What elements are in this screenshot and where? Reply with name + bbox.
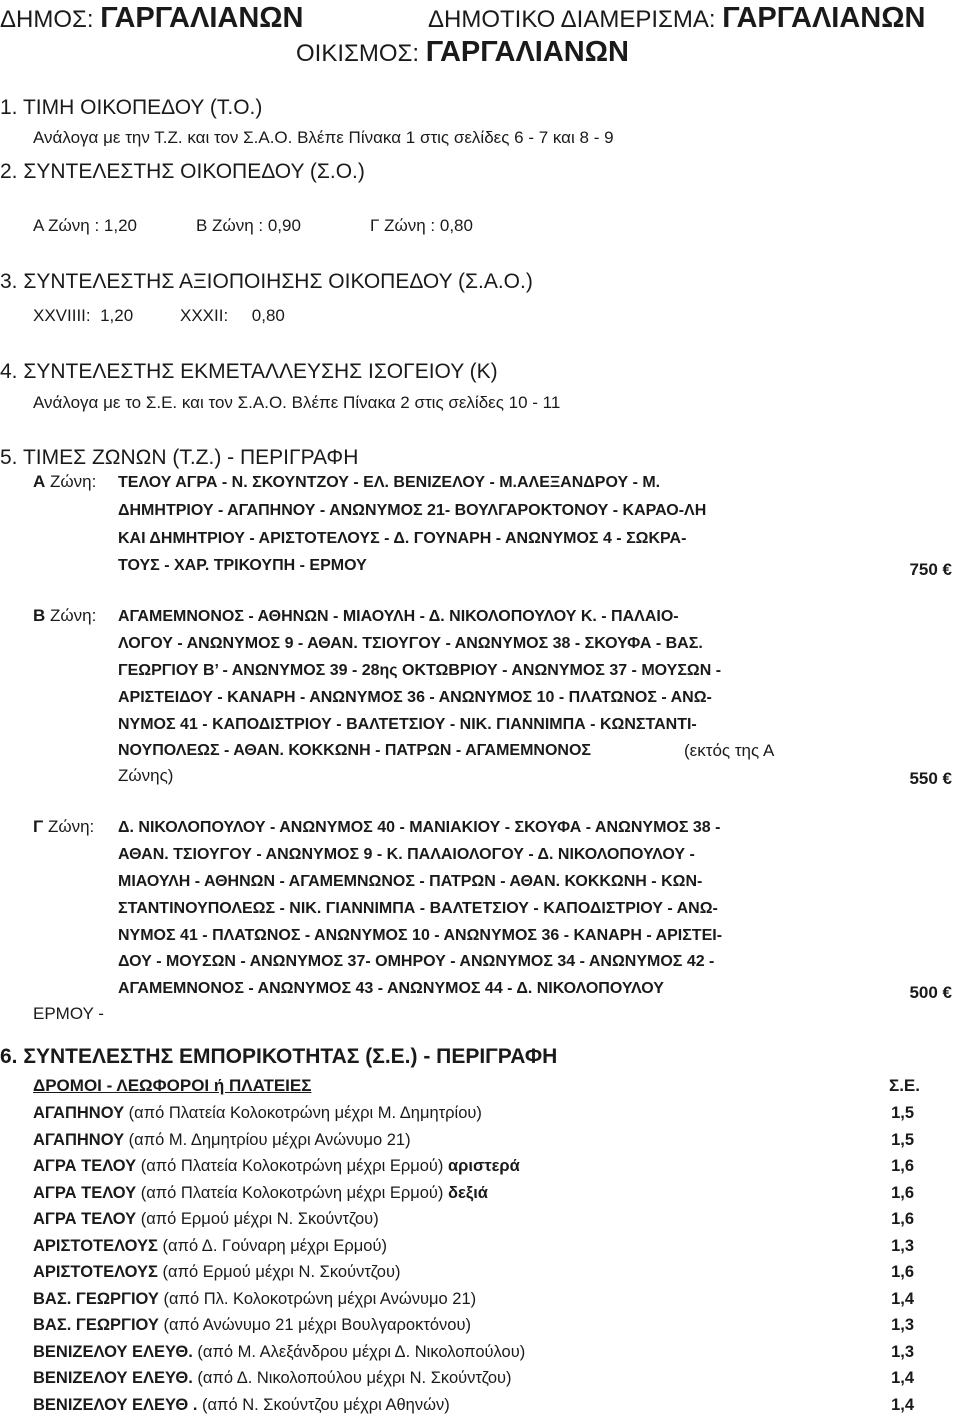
se-row-desc: (από Πλατεία Κολοκοτρώνη μέχρι Ερμού)	[136, 1184, 449, 1202]
se-row-street: ΒΑΣ. ΓΕΩΡΓΙΟΥ	[33, 1316, 159, 1334]
se-row	[33, 1369, 512, 1388]
se-row-value: 1,6	[891, 1263, 914, 1281]
se-row	[33, 1290, 476, 1309]
column-header-streets: ΔΡΟΜΟΙ - ΛΕΩΦΟΡΟΙ ή ΠΛΑΤΕΙΕΣ	[33, 1076, 312, 1095]
se-row-side-note: δεξιά	[448, 1184, 488, 1202]
se-row-desc: (από Δ. Γούναρη μέχρι Ερμού)	[157, 1237, 387, 1255]
zone-g-line: ΣΤΑΝΤΙΝΟΥΠΟΛΕΩΣ - ΝΙΚ. ΓΙΑΝΝΙΜΠΑ - ΒΑΛΤΕΤΣΙΟΥ - ΚΑΠΟΔΙΣΤΡΙΟΥ - ΑΝΩ-	[118, 900, 718, 917]
sao-value-1: XXVIIII: 1,20	[33, 306, 134, 325]
se-row-desc: (από Πλ. Κολοκοτρώνη μέχρι Ανώνυμο 21)	[158, 1290, 477, 1308]
settlement-name: ΓΑΡΓΑΛΙΑΝΩΝ	[425, 36, 629, 68]
se-row	[33, 1263, 401, 1282]
zone-b-line: ΑΓΑΜΕΜΝΟΝΟΣ - ΑΘΗΝΩΝ - ΜΙΑΟΥΛΗ - Δ. ΝΙΚΟΛΟΠΟΥΛΟΥ Κ. - ΠΑΛΑΙΟ-	[118, 608, 679, 625]
zone-b-line: ΛΟΓΟΥ - ΑΝΩΝΥΜΟΣ 9 - ΑΘΑΝ. ΤΣΙΟΥΓΟΥ - ΑΝΩΝΥΜΟΣ 38 - ΣΚΟΥΦΑ - ΒΑΣ.	[118, 635, 703, 652]
zone-g-label: Γ Ζώνη:	[33, 817, 95, 836]
municipality-name: ΓΑΡΓΑΛΙΑΝΩΝ	[100, 2, 304, 34]
municipality-label: ΔΗΜΟΣ:	[0, 6, 101, 33]
zone-g-tail: ΕΡΜΟΥ -	[33, 1004, 104, 1023]
zone-b-line: ΓΕΩΡΓΙΟΥ Β’ - ΑΝΩΝΥΜΟΣ 39 - 28ης ΟΚΤΩΒΡΙΟΥ - ΑΝΩΝΥΜΟΣ 37 - ΜΟΥΣΩΝ -	[118, 662, 722, 679]
section-3-title: 3. ΣΥΝΤΕΛΕΣΤΗΣ ΑΞΙΟΠΟΙΗΣΗΣ ΟΙΚΟΠΕΔΟΥ (Σ.Α.Ο.)	[0, 270, 533, 293]
section-6-title: 6. ΣΥΝΤΕΛΕΣΤΗΣ ΕΜΠΟΡΙΚΟΤΗΤΑΣ (Σ.Ε.) - ΠΕΡΙΓΡΑΦΗ	[0, 1045, 558, 1068]
zone-a-line: ΔΗΜΗΤΡΙΟΥ - ΑΓΑΠΗΝΟΥ - ΑΝΩΝΥΜΟΣ 21- ΒΟΥΛΓΑΡΟΚΤΟΝΟΥ - ΚΑΡΑΟ-ΛΗ	[118, 502, 707, 519]
zone-g-price: 500 €	[909, 983, 952, 1002]
zone-g-line: ΝΥΜΟΣ 41 - ΠΛΑΤΩΝΟΣ - ΑΝΩΝΥΜΟΣ 10 - ΑΝΩΝΥΜΟΣ 36 - ΚΑΝΑΡΗ - ΑΡΙΣΤΕΙ-	[118, 927, 723, 944]
se-row-value: 1,3	[891, 1316, 914, 1334]
section-2-title: 2. ΣΥΝΤΕΛΕΣΤΗΣ ΟΙΚΟΠΕΔΟΥ (Σ.Ο.)	[0, 160, 365, 183]
zone-a-price: 750 €	[909, 560, 952, 579]
se-row	[33, 1210, 379, 1229]
se-row-value: 1,3	[891, 1343, 914, 1361]
se-row	[33, 1157, 520, 1176]
se-row	[33, 1396, 450, 1415]
se-row-street: ΑΓΑΠΗΝΟΥ	[33, 1104, 125, 1122]
se-row	[33, 1237, 387, 1256]
se-row	[33, 1184, 488, 1203]
se-row-desc: (από Μ. Δημητρίου μέχρι Ανώνυμο 21)	[124, 1131, 411, 1149]
zone-a-line: ΤΟΥΣ - ΧΑΡ. ΤΡΙΚΟΥΠΗ - ΕΡΜΟΥ	[118, 557, 367, 574]
column-header-value: Σ.Ε.	[889, 1076, 920, 1095]
se-row-street: ΑΡΙΣΤΟΤΕΛΟΥΣ	[33, 1237, 158, 1255]
zone-a-line: ΤΕΛΟΥ ΑΓΡΑ - Ν. ΣΚΟΥΝΤΖΟΥ - ΕΛ. ΒΕΝΙΖΕΛΟΥ - Μ.ΑΛΕΞΑΝΔΡΟΥ - Μ.	[118, 474, 661, 491]
se-row-street: ΑΓΡΑ ΤΕΛΟΥ	[33, 1184, 137, 1202]
zone-g-line: ΔΟΥ - ΜΟΥΣΩΝ - ΑΝΩΝΥΜΟΣ 37- ΟΜΗΡΟΥ - ΑΝΩΝΥΜΟΣ 34 - ΑΝΩΝΥΜΟΣ 42 -	[118, 953, 715, 970]
district-heading	[428, 2, 925, 35]
zone-a-label: Α Ζώνη:	[33, 472, 97, 491]
se-row-value: 1,5	[891, 1104, 914, 1122]
settlement-heading	[296, 36, 629, 69]
district-name: ΓΑΡΓΑΛΙΑΝΩΝ	[722, 2, 926, 34]
se-row-value: 1,5	[891, 1131, 914, 1149]
se-row-street: ΑΓΡΑ ΤΕΛΟΥ	[33, 1157, 137, 1175]
zone-b-note: (εκτός της Α	[684, 741, 775, 760]
se-row-street: ΑΡΙΣΤΟΤΕΛΟΥΣ	[33, 1263, 158, 1281]
settlement-label: ΟΙΚΙΣΜΟΣ:	[296, 40, 426, 67]
se-row-value: 1,4	[891, 1369, 914, 1387]
se-row-value: 1,4	[891, 1290, 914, 1308]
zone-b-price: 550 €	[909, 769, 952, 788]
se-row-value: 1,3	[891, 1237, 914, 1255]
se-row-desc: (από Ερμού μέχρι Ν. Σκούντζου)	[136, 1210, 379, 1228]
se-row-value: 1,6	[891, 1157, 914, 1175]
zone-g-line: Δ. ΝΙΚΟΛΟΠΟΥΛΟΥ - ΑΝΩΝΥΜΟΣ 40 - ΜΑΝΙΑΚΙΟΥ - ΣΚΟΥΦΑ - ΑΝΩΝΥΜΟΣ 38 -	[118, 819, 721, 836]
district-label: ΔΗΜΟΤΙΚΟ ΔΙΑΜΕΡΙΣΜΑ:	[428, 6, 723, 33]
se-row	[33, 1104, 482, 1123]
section-4-text: Ανάλογα με το Σ.Ε. και τον Σ.Α.Ο. Βλέπε Πίνακα 2 στις σελίδες 10 - 11	[33, 393, 561, 412]
section-5-title: 5. ΤΙΜΕΣ ΖΩΝΩΝ (Τ.Ζ.) - ΠΕΡΙΓΡΑΦΗ	[0, 446, 359, 469]
se-row-desc: (από Δ. Νικολοπούλου μέχρι Ν. Σκούντζου)	[192, 1369, 512, 1387]
zone-b-label: Β Ζώνη:	[33, 606, 97, 625]
zone-b-line: ΑΡΙΣΤΕΙΔΟΥ - ΚΑΝΑΡΗ - ΑΝΩΝΥΜΟΣ 36 - ΑΝΩΝΥΜΟΣ 10 - ΠΛΑΤΩΝΟΣ - ΑΝΩ-	[118, 689, 712, 706]
se-row-value: 1,6	[891, 1210, 914, 1228]
se-row-desc: (από Πλατεία Κολοκοτρώνη μέχρι Μ. Δημητρίου)	[124, 1104, 482, 1122]
se-row-side-note: αριστερά	[448, 1157, 520, 1175]
se-row	[33, 1316, 471, 1335]
se-row	[33, 1343, 525, 1362]
sao-value-2: XXXII: 0,80	[180, 306, 285, 325]
se-row-desc: (από Ν. Σκούντζου μέχρι Αθηνών)	[197, 1396, 450, 1414]
section-4-title: 4. ΣΥΝΤΕΛΕΣΤΗΣ ΕΚΜΕΤΑΛΛΕΥΣΗΣ ΙΣΟΓΕΙΟΥ (Κ)	[0, 360, 498, 383]
se-row-value: 1,6	[891, 1184, 914, 1202]
se-row-street: ΒΑΣ. ΓΕΩΡΓΙΟΥ	[33, 1290, 159, 1308]
se-row-street: ΑΓΑΠΗΝΟΥ	[33, 1131, 125, 1149]
section-1-title: 1. ΤΙΜΗ ΟΙΚΟΠΕΔΟΥ (Τ.Ο.)	[0, 96, 263, 119]
se-row	[33, 1131, 411, 1150]
se-row-desc: (από Ερμού μέχρι Ν. Σκούντζου)	[157, 1263, 401, 1281]
se-row-value: 1,4	[891, 1396, 914, 1414]
municipality-heading	[0, 2, 303, 35]
zone-b-coefficient: Β Ζώνη : 0,90	[196, 216, 301, 235]
zone-g-coefficient: Γ Ζώνη : 0,80	[370, 216, 473, 235]
se-row-street: ΒΕΝΙΖΕΛΟΥ ΕΛΕΥΘ.	[33, 1343, 193, 1361]
se-row-street: ΒΕΝΙΖΕΛΟΥ ΕΛΕΥΘ .	[33, 1396, 198, 1414]
se-row-street: ΒΕΝΙΖΕΛΟΥ ΕΛΕΥΘ.	[33, 1369, 193, 1387]
se-row-desc: (από Ανώνυμο 21 μέχρι Βουλγαροκτόνου)	[158, 1316, 471, 1334]
zone-b-note-cont: Ζώνης)	[118, 766, 174, 785]
zone-a-line: ΚΑΙ ΔΗΜΗΤΡΙΟΥ - ΑΡΙΣΤΟΤΕΛΟΥΣ - Δ. ΓΟΥΝΑΡΗ - ΑΝΩΝΥΜΟΣ 4 - ΣΩΚΡΑ-	[118, 530, 687, 547]
section-1-text: Ανάλογα με την Τ.Ζ. και τον Σ.Α.Ο. Βλέπε Πίνακα 1 στις σελίδες 6 - 7 και 8 - 9	[33, 128, 614, 147]
zone-g-line: ΑΘΑΝ. ΤΣΙΟΥΓΟΥ - ΑΝΩΝΥΜΟΣ 9 - Κ. ΠΑΛΑΙΟΛΟΓΟΥ - Δ. ΝΙΚΟΛΟΠΟΥΛΟΥ -	[118, 846, 695, 863]
se-row-street: ΑΓΡΑ ΤΕΛΟΥ	[33, 1210, 137, 1228]
zone-a-coefficient: Α Ζώνη : 1,20	[33, 216, 137, 235]
se-row-desc: (από Πλατεία Κολοκοτρώνη μέχρι Ερμού)	[136, 1157, 449, 1175]
zone-g-line: ΜΙΑΟΥΛΗ - ΑΘΗΝΩΝ - ΑΓΑΜΕΜΝΩΝΟΣ - ΠΑΤΡΩΝ - ΑΘΑΝ. ΚΟΚΚΩΝΗ - ΚΩΝ-	[118, 873, 703, 890]
zone-b-line: ΝΥΜΟΣ 41 - ΚΑΠΟΔΙΣΤΡΙΟΥ - ΒΑΛΤΕΤΣΙΟΥ - ΝΙΚ. ΓΙΑΝΝΙΜΠΑ - ΚΩΝΣΤΑΝΤΙ-	[118, 716, 697, 733]
zone-b-line: ΝΟΥΠΟΛΕΩΣ - ΑΘΑΝ. ΚΟΚΚΩΝΗ - ΠΑΤΡΩΝ - ΑΓΑΜΕΜΝΟΝΟΣ	[118, 742, 592, 759]
se-row-desc: (από Μ. Αλεξάνδρου μέχρι Δ. Νικολοπούλου)	[192, 1343, 526, 1361]
zone-g-line: ΑΓΑΜΕΜΝΟΝΟΣ - ΑΝΩΝΥΜΟΣ 43 - ΑΝΩΝΥΜΟΣ 44 - Δ. ΝΙΚΟΛΟΠΟΥΛΟΥ	[118, 980, 664, 997]
